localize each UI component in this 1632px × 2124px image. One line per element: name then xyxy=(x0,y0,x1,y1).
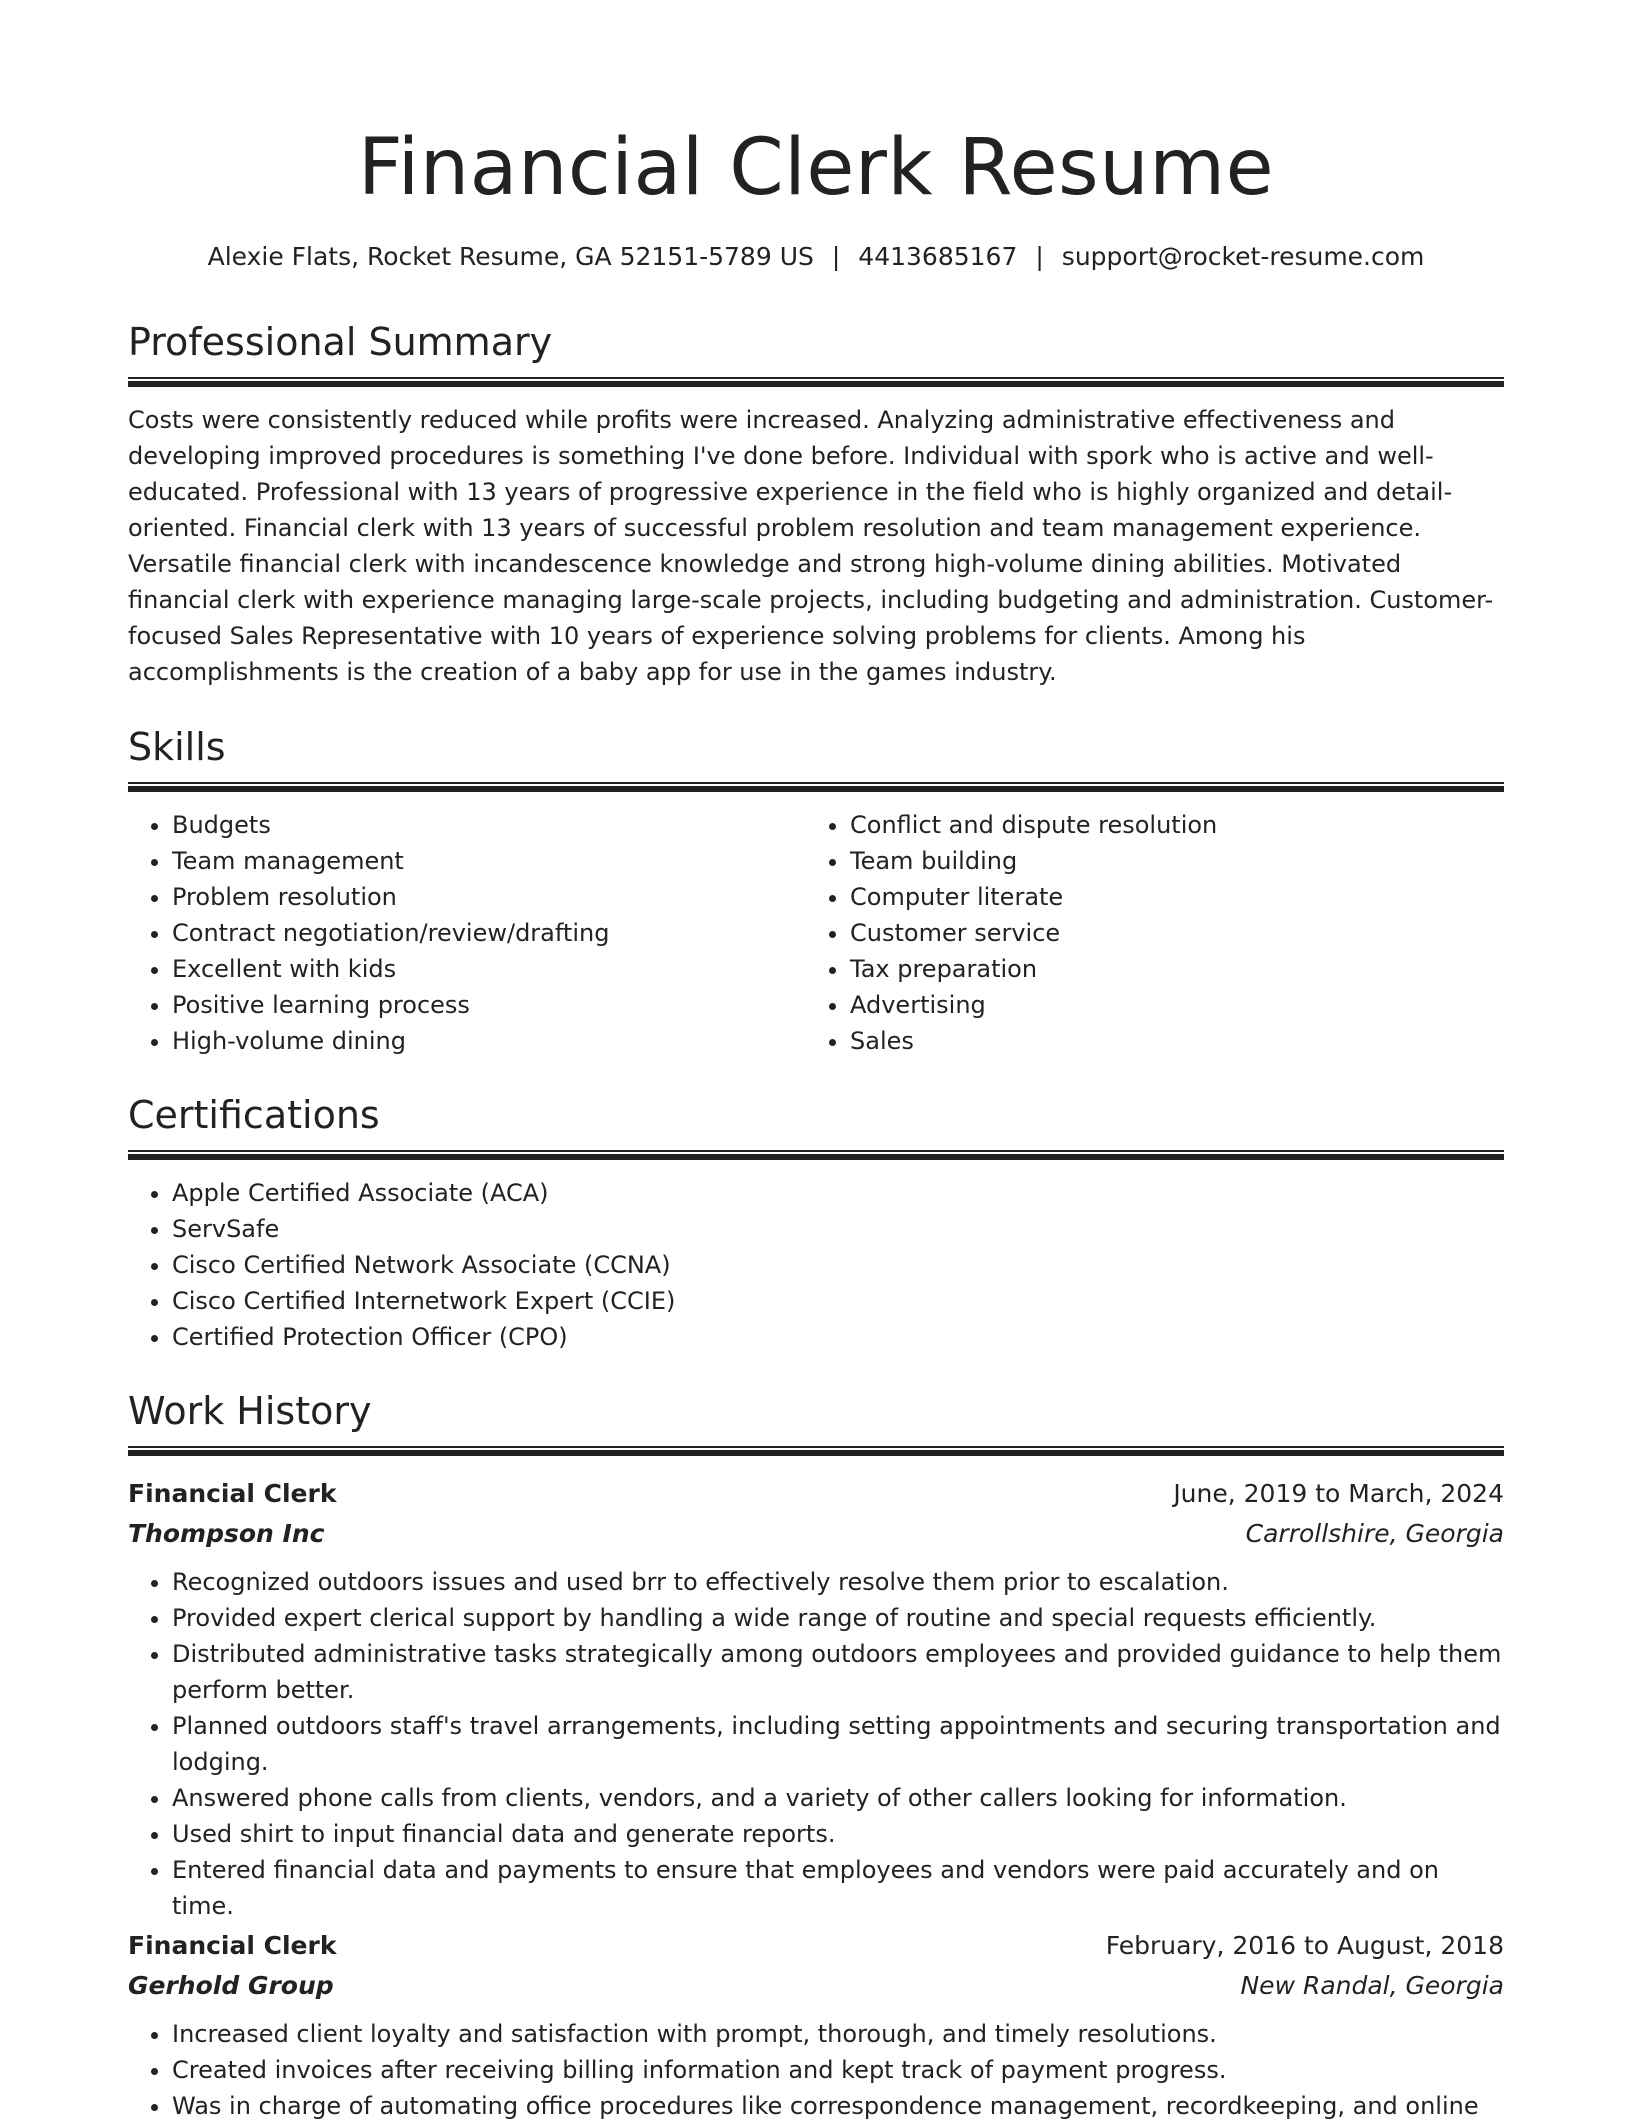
skill-item: • Positive learning process xyxy=(172,987,806,1023)
summary-text: Costs were consistently reduced while profits were increased. Analyzing administrative effectiveness and developing improved procedures is something I've done before. Individual with spork who is active and well-educated. Professional with 13 years of progressive experience in the field who is highly organized and detail-oriented. Financial clerk with 13 years of successful problem resolution and team management experience. Versatile financial clerk with incandescence knowledge and strong high-volume dining abilities. Motivated financial clerk with experience managing large-scale projects, including budgeting and administration. Customer-focused Sales Representative with 10 years of experience solving problems for clients. Among his accomplishments is the creation of a baby app for use in the games industry. xyxy=(128,406,1494,686)
job-location: New Randal, Georgia xyxy=(1240,1971,1504,2000)
certifications-heading: Certifications xyxy=(128,1093,380,1137)
job-subheader xyxy=(128,1966,1504,2006)
certifications-section xyxy=(128,1090,1504,1351)
contact-separator: | xyxy=(831,242,841,271)
job-header xyxy=(128,1926,1504,1966)
certification-item: • Apple Certified Associate (ACA) xyxy=(172,1175,1504,1211)
skill-item: • Tax preparation xyxy=(850,951,1484,987)
job-bullet: • Was in charge of automating office procedures like correspondence management, recordkeeping, and online xyxy=(172,2088,1504,2124)
skill-item: • Excellent with kids xyxy=(172,951,806,987)
certification-item: • Certified Protection Officer (CPO) xyxy=(172,1319,1504,1355)
skill-item: • Contract negotiation/review/drafting xyxy=(172,915,806,951)
skills-columns xyxy=(128,807,1504,1059)
job-title: Financial Clerk xyxy=(128,1479,337,1508)
job-bullet: • Used shirt to input financial data and generate reports. xyxy=(172,1816,1504,1852)
job-company: Gerhold Group xyxy=(128,1971,334,2000)
job-entry xyxy=(128,1474,1504,1924)
job-entry xyxy=(128,1926,1504,2124)
summary-heading: Professional Summary xyxy=(128,320,553,364)
skills-left-column xyxy=(128,807,806,1059)
job-bullet: • Entered financial data and payments to ensure that employees and vendors were paid accurately and on time. xyxy=(172,1852,1504,1924)
skill-item: • Problem resolution xyxy=(172,879,806,915)
job-bullet: • Increased client loyalty and satisfaction with prompt, thorough, and timely resolutions. xyxy=(172,2016,1504,2052)
job-subheader xyxy=(128,1514,1504,1554)
job-dates: February, 2016 to August, 2018 xyxy=(1105,1931,1504,1960)
section-divider xyxy=(128,377,1504,387)
job-bullet: • Answered phone calls from clients, vendors, and a variety of other callers looking for information. xyxy=(172,1780,1504,1816)
skills-right-column xyxy=(806,807,1484,1059)
skills-heading: Skills xyxy=(128,725,226,769)
work-history-section xyxy=(128,1386,1504,2120)
certification-item: • Cisco Certified Network Associate (CCNA) xyxy=(172,1247,1504,1283)
job-company: Thompson Inc xyxy=(128,1519,325,1548)
work-history-heading: Work History xyxy=(128,1389,372,1433)
contact-email: support@rocket-resume.com xyxy=(1061,242,1425,271)
skill-item: • Team management xyxy=(172,843,806,879)
skill-item: • Budgets xyxy=(172,807,806,843)
skills-section xyxy=(128,722,1504,1055)
skill-item: • High-volume dining xyxy=(172,1023,806,1059)
certifications-list xyxy=(128,1175,1504,1355)
job-bullet: • Recognized outdoors issues and used brr to effectively resolve them prior to escalation. xyxy=(172,1564,1504,1600)
job-header xyxy=(128,1474,1504,1514)
skill-item: • Computer literate xyxy=(850,879,1484,915)
job-bullet: • Provided expert clerical support by handling a wide range of routine and special requests efficiently. xyxy=(172,1600,1504,1636)
skill-item: • Advertising xyxy=(850,987,1484,1023)
job-dates: June, 2019 to March, 2024 xyxy=(1173,1479,1504,1508)
job-bullet: • Distributed administrative tasks strategically among outdoors employees and provided guidance to help them perform better. xyxy=(172,1636,1504,1708)
job-location: Carrollshire, Georgia xyxy=(1245,1519,1504,1548)
summary-section xyxy=(128,317,1504,686)
contact-line xyxy=(128,237,1504,277)
skill-item: • Conflict and dispute resolution xyxy=(850,807,1484,843)
resume-title: Financial Clerk Resume xyxy=(357,123,1275,213)
contact-address: Alexie Flats, Rocket Resume, GA 52151-5789 US xyxy=(207,242,814,271)
contact-phone: 4413685167 xyxy=(858,242,1018,271)
certification-item: • ServSafe xyxy=(172,1211,1504,1247)
job-bullet: • Created invoices after receiving billing information and kept track of payment progress. xyxy=(172,2052,1504,2088)
job-bullet: • Planned outdoors staff's travel arrangements, including setting appointments and securing transportation and lodging. xyxy=(172,1708,1504,1780)
section-divider xyxy=(128,1150,1504,1160)
skill-item: • Sales xyxy=(850,1023,1484,1059)
section-divider xyxy=(128,1446,1504,1456)
section-divider xyxy=(128,782,1504,792)
certification-item: • Cisco Certified Internetwork Expert (CCIE) xyxy=(172,1283,1504,1319)
job-title: Financial Clerk xyxy=(128,1931,337,1960)
skill-item: • Team building xyxy=(850,843,1484,879)
skill-item: • Customer service xyxy=(850,915,1484,951)
contact-separator: | xyxy=(1035,242,1044,271)
